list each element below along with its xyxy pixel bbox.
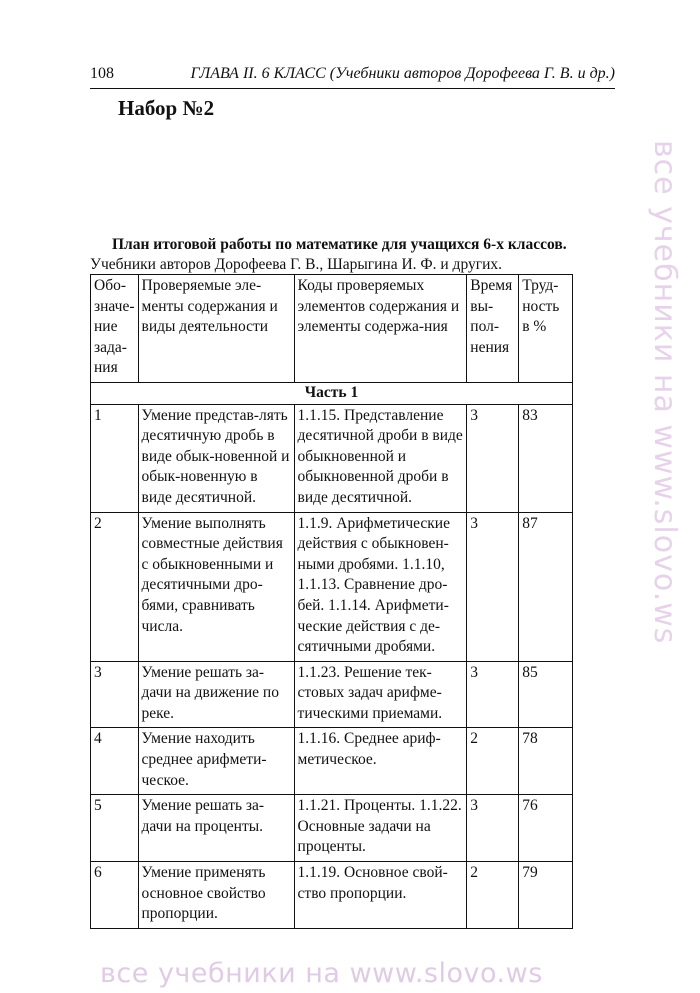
task-number: 5	[91, 795, 139, 862]
plan-title: План итоговой работы по математике для учащихся 6-х классов.	[112, 236, 567, 253]
table-row	[91, 862, 573, 929]
task-codes: 1.1.21. Проценты. 1.1.22. Основные задачи на проценты.	[294, 795, 467, 862]
task-codes: 1.1.23. Решение тек-стовых задач арифме-тическими приемами.	[294, 661, 467, 728]
task-skill: Умение решать за-дачи на проценты.	[138, 795, 294, 862]
task-number: 3	[91, 661, 139, 728]
task-difficulty: 76	[519, 795, 573, 862]
column-header-skill: Проверяемые эле-менты содержания и виды деятельности	[138, 275, 294, 383]
task-difficulty: 78	[519, 728, 573, 795]
part-row	[91, 382, 573, 404]
task-skill: Умение находить среднее арифмети-ческое.	[138, 728, 294, 795]
task-skill: Умение выполнять совместные действия с обыкновенными и десятичными дро-бями, сравнивать числа.	[138, 512, 294, 661]
task-codes: 1.1.9. Арифметические действия с обыкновен-ными дробями. 1.1.10, 1.1.13. Сравнение дро-бей. 1.1.14. Арифмети-ческие действия с де-сятичными дробями.	[294, 512, 467, 661]
table-header-row	[91, 275, 573, 383]
column-header-codes: Коды проверяемых элементов содержания и элементы содержа-ния	[294, 275, 467, 383]
table-row	[91, 661, 573, 728]
task-time: 3	[467, 512, 519, 661]
plan-subtitle: Учебники авторов Дорофеева Г. В., Шарыгина И. Ф. и других.	[90, 256, 503, 273]
task-difficulty: 79	[519, 862, 573, 929]
column-header-time: Время вы-пол-нения	[467, 275, 519, 383]
table-row	[91, 404, 573, 512]
task-skill: Умение представ-лять десятичную дробь в виде обык-новенной и обык-новенную в виде десятичной.	[138, 404, 294, 512]
task-codes: 1.1.15. Представление десятичной дроби в виде обыкновенной и обыкновенной дроби в виде десятичной.	[294, 404, 467, 512]
task-time: 2	[467, 862, 519, 929]
task-codes: 1.1.19. Основное свой-ство пропорции.	[294, 862, 467, 929]
part-label: Часть 1	[91, 382, 573, 404]
set-title: Набор №2	[118, 96, 215, 120]
table-row	[91, 728, 573, 795]
watermark-bottom: все учебники на www.slovo.ws	[100, 958, 543, 989]
task-difficulty: 87	[519, 512, 573, 661]
task-number: 4	[91, 728, 139, 795]
task-difficulty: 85	[519, 661, 573, 728]
page-number: 108	[90, 65, 114, 82]
task-time: 3	[467, 404, 519, 512]
task-number: 6	[91, 862, 139, 929]
task-skill: Умение решать за-дачи на движение по реке.	[138, 661, 294, 728]
table-row	[91, 795, 573, 862]
plan-table	[90, 274, 573, 929]
column-header-number: Обо-значе-ние зада-ния	[91, 275, 139, 383]
task-number: 2	[91, 512, 139, 661]
task-time: 2	[467, 728, 519, 795]
column-header-difficulty: Труд-ность в %	[519, 275, 573, 383]
task-number: 1	[91, 404, 139, 512]
running-head-title: ГЛАВА II. 6 КЛАСС (Учебники авторов Дорофеева Г. В. и др.)	[190, 65, 615, 82]
task-skill: Умение применять основное свойство пропорции.	[138, 862, 294, 929]
running-header	[90, 62, 615, 89]
task-difficulty: 83	[519, 404, 573, 512]
task-codes: 1.1.16. Среднее ариф-метическое.	[294, 728, 467, 795]
table-row	[91, 512, 573, 661]
watermark-side: все учебники на www.slovo.ws	[647, 140, 682, 645]
task-time: 3	[467, 795, 519, 862]
task-time: 3	[467, 661, 519, 728]
